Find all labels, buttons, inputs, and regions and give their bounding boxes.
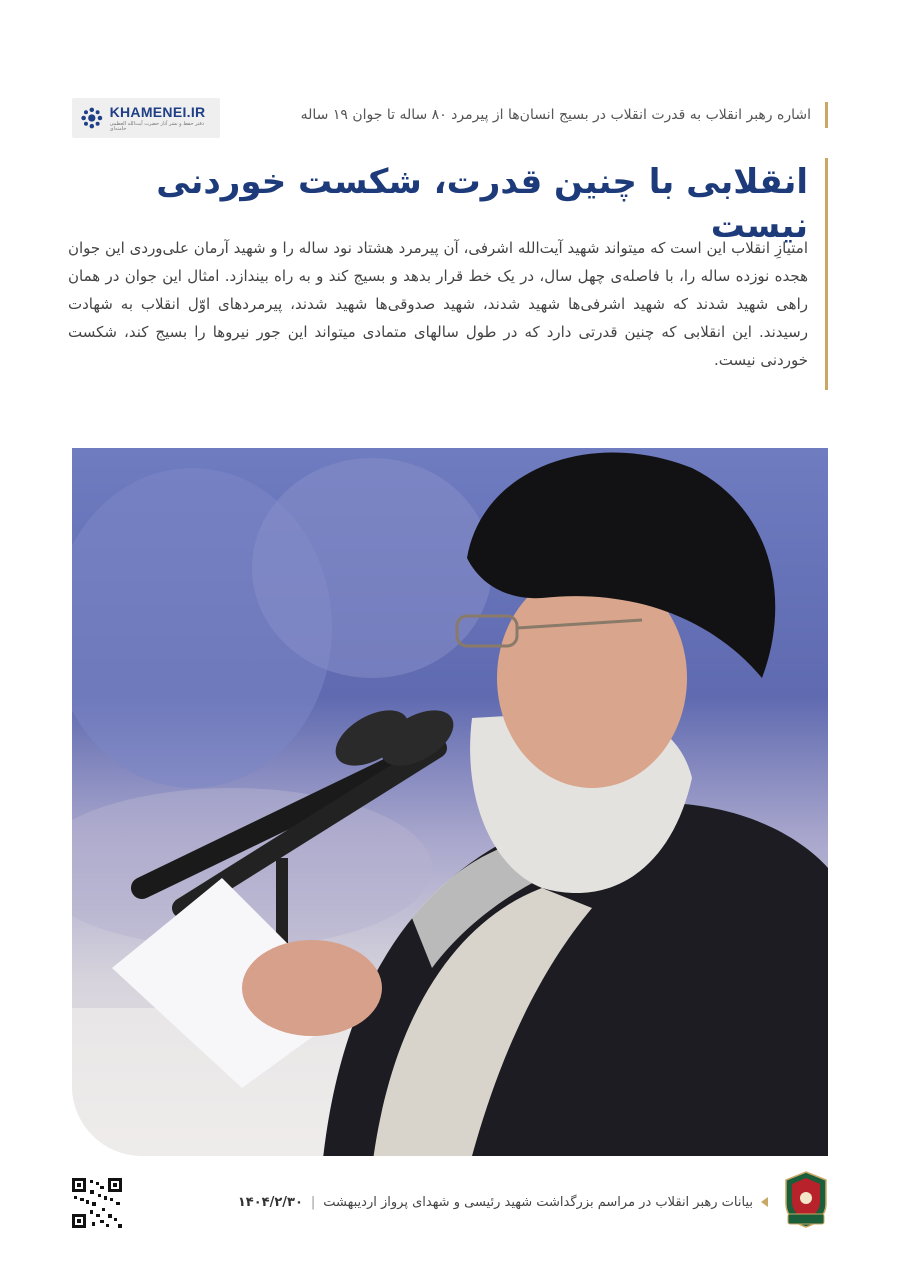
logo-text: KHAMENEI.IR bbox=[109, 103, 206, 120]
speaker-photo bbox=[72, 448, 828, 1156]
footer-date: ۱۴۰۴/۲/۳۰ bbox=[237, 1194, 303, 1210]
khamenei-logo-icon bbox=[80, 105, 104, 131]
site-logo[interactable] bbox=[72, 98, 220, 138]
footer-separator: | bbox=[310, 1194, 316, 1210]
footer-caption bbox=[208, 1190, 768, 1214]
title-accent-bar bbox=[825, 158, 828, 390]
article-title: انقلابی با چنین قدرت، شکست خوردنی نیست bbox=[156, 162, 808, 247]
article-body: امتیازِ انقلاب این است که میتواند شهید آیت‌الله اشرفی، آن پیرمرد هشتاد نود ساله را و شهید آرمان علی‌وردی این جوان هجده نوزده ساله را، با فاصله‌ی چهل سال، در یک خط قرار بدهد و بسیج کند و به راه بیندازد. امثال این جوان در همان راهی شهید شدند که شهید اشرفی‌ها شهید شدند، شهید صدوقی‌ها شهید شدند، پیرمردهای اوّل انقلاب به شهادت رسیدند. این انقلابی که چنین قدرتی دارد که در طول سالهای متمادی میتواند این جور نیروها را بسیج کند، شکست خوردنی نیست. bbox=[68, 239, 808, 369]
logo-subtext: دفتر حفظ و نشر آثار حضرت آیت‌الله العظمی خامنه‌ای bbox=[109, 120, 205, 132]
triangle-left-icon bbox=[761, 1197, 768, 1207]
footer-caption-text: بیانات رهبر انقلاب در مراسم بزرگداشت شهید رئیسی و شهدای پرواز اردیبهشت bbox=[323, 1194, 753, 1210]
header-caption-bar bbox=[301, 100, 828, 130]
speaker-illustration bbox=[72, 448, 828, 1156]
gold-accent-bar bbox=[825, 102, 828, 128]
martyr-emblem-icon bbox=[784, 1170, 828, 1228]
qr-code-icon[interactable] bbox=[72, 1178, 122, 1228]
header-caption: اشاره رهبر انقلاب به قدرت انقلاب در بسیج انسان‌ها از پیرمرد ۸۰ ساله تا جوان ۱۹ ساله bbox=[300, 107, 811, 123]
